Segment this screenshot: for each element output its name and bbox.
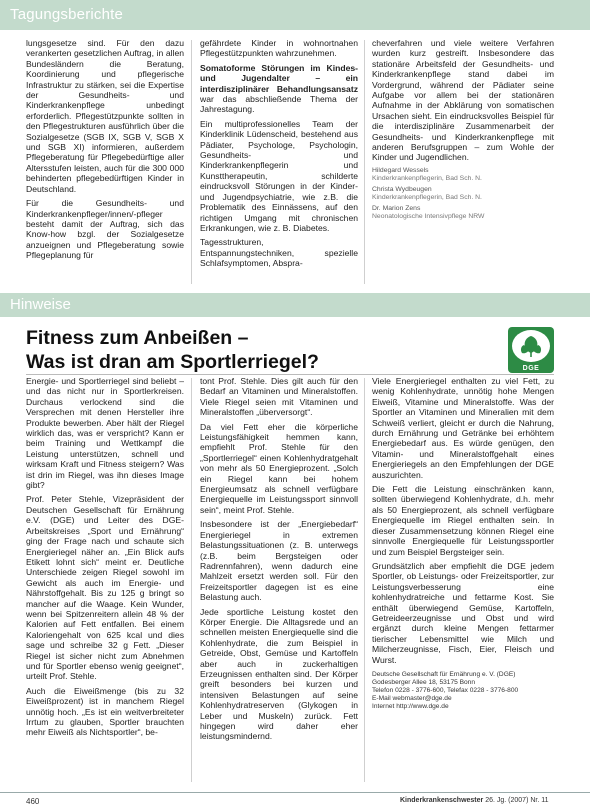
contact-line: Telefon 0228 - 3776-600, Telefax 0228 - 3776-800 [372, 686, 519, 694]
article-top-rule [26, 374, 554, 375]
top-column-1 [26, 38, 184, 284]
paragraph: tont Prof. Stehle. Dies gilt auch für den Bedarf an Vitaminen und Mineralstoffen. Viele Riegel seien mit Vitaminen und Mineralstoffen „überversorgt“. [200, 376, 358, 418]
contact-block [372, 671, 554, 711]
subheading: Somatoforme Störungen im Kindes- und Jugendalter – ein interdisziplinärer Behandlungsansatz [200, 62, 358, 94]
section-header-hinweise [0, 293, 590, 317]
section-header-tagungsberichte [0, 0, 590, 30]
logo-circle [512, 330, 550, 362]
author-block [372, 167, 554, 183]
paragraph: Für die Gesundheits- und Kinderkrankenpfleger/innen/-pfleger besteht damit der Auftrag, sich das Know-how bzgl. der Sozialgesetze anzueignen und Pflegeberatung sowie Pflegeplanung für [26, 198, 184, 261]
section-header-label: Hinweise [10, 296, 71, 313]
author-block [372, 205, 554, 221]
section-header-label: Tagungsberichte [10, 6, 124, 23]
headline-line-1: Fitness zum Anbeißen – [26, 327, 249, 349]
column-divider [364, 378, 365, 782]
article-column-2 [200, 376, 358, 781]
contact-line: E-Mail webmaster@dge.de [372, 694, 452, 702]
leaf-icon [512, 330, 550, 362]
article-headline [26, 326, 446, 374]
paragraph: Energie- und Sportlerriegel sind beliebt – und das nicht nur in Sportlerkreisen. Durchaus verlockend sind die Versprechen mit denen Hersteller ihre Produkte bewerben. Aber hält der Riegel wirklich das, was er verspricht? Kann er beim Training und Wettkampf die Leistung unterstützen, schnell und wirksam Kraft und Fitness steigern? Was ist drin im Riegel, was ihn dieses Image gibt? [26, 376, 184, 491]
author-name: Christa Wydbeugen [372, 185, 432, 193]
column-divider [364, 40, 365, 284]
column-divider [191, 378, 192, 782]
dge-logo [508, 327, 554, 373]
author-name: Dr. Marion Zens [372, 204, 421, 212]
paragraph: Auch die Eiweißmenge (bis zu 32 Eiweißprozent) ist in manchem Riegel unnötig hoch. „Es ist ein weitverbreiteter Irrtum zu glauben, Sportler brauchten mehr Eiweiß als Nichtsportler“, be- [26, 685, 184, 738]
page-number: 460 [26, 797, 40, 806]
paragraph: Prof. Peter Stehle, Vizepräsident der Deutschen Gesellschaft für Ernährung e.V. (DGE) und Leiter des DGE-Arbeitskreises „Sport und Ernährung“ ging der Frage nach und schaute sich Energieriegel näher an. „Ein Blick aufs Etikett lohnt sich“ meint er. Deutliche Unterschiede zeigen Riegel sowohl im Gewicht als auch im Energie- und Nährstoffgehalt. Bis zu 125 g bringt so mancher auf die Waage. Kein Wunder, wenn bei Spitzenreitern allein 48 % der Kalorien auf Fett entfallen. Bei einem Kaloriengehalt von 625 kcal und dies sage und schreibe 32 g Fett. „Dieser Riegel ist sicher nicht zum Abnehmen und für Sportler ebenso wenig geeignet“, urteilt Prof. Stehle. [26, 494, 184, 682]
subheading-rest: war das abschließende Thema der Jahrestagung. [200, 94, 358, 115]
headline-line-2: Was ist dran am Sportlerriegel? [26, 351, 319, 373]
journal-citation [400, 797, 549, 804]
article-column-1 [26, 376, 184, 781]
paragraph: Grundsätzlich aber empfiehlt die DGE jedem Sportler, ob Leistungs- oder Freizeitsportler, zur Leistungsverbesserung eine kohlenhydratreiche und fettarme Kost. Sie enthält überwiegend Gemüse, Kartoffeln, Getreideerzeugnisse und Obst und wird ergänzt durch kleine Mengen fettarmer tierischer Lebensmittel wie Milch und Milcherzeugnisse, Fisch, Eier, Fleisch und Wurst. [372, 560, 554, 665]
paragraph: Insbesondere ist der „Energiebedarf“ Energieriegel in extremen Belastungssituationen (z. B. unterwegs (z.B. beim Bergsteigen oder Radrennfahren), wenn dadurch eine Mahlzeit ersetzt werden soll. Für den Freizeitsportler dagegen ist es eine Belastung auch. [200, 519, 358, 603]
paragraph: Viele Energieriegel enthalten zu viel Fett, zu wenig Kohlenhydrate, unnötig hohe Mengen Eiweiß, Vitamine und Mineralstoffe. Was der Sportler an Vitaminen und Mineralien mit dem Schweiß verliert, gleicht er durch die Nahrung, durch Ernährung und Getränke bei erhöhtem Energiebedarf aus. Es würde genügen, den Vitamin- und Mineralstoffgehalt eines Energieriegels an den Empfehlungen der DGE auszurichten. [372, 376, 554, 480]
paragraph: Die Fett die Leistung einschränken kann, sollten überwiegend Kohlenhydrate, d.h. mehr als 50 Energieprozent, als schnell verfügbare Energiequelle im Riegel enthalten sein. In dieser Zusammensetzung können Riegel eine sinnvolle Energiequelle für Leistungssportler und zum Beispiel Bergsteiger sein. [372, 484, 554, 557]
author-role: Kinderkrankenpflegerin, Bad Sch. N. [372, 193, 482, 201]
paragraph-with-subhead [200, 63, 358, 115]
paragraph: Ein multiprofessionelles Team der Kinderklinik Lüdenscheid, bestehend aus Pädiater, Psychologe, Psychologin, Gesundheits- und Kinderkrankenpflegerin und Kunsttherapeutin, schilderte eindrucksvoll Störungen in der Kinder- und Jugendpsychiatrie, wie z.B. die Problematik des Einnässens, auf den richtigen Umgang mit chronischen Erkrankungen, wie z. B. Diabetes. [200, 118, 358, 233]
logo-label: DGE [522, 365, 540, 372]
contact-line: Deutsche Gesellschaft für Ernährung e. V. (DGE) [372, 670, 516, 678]
contact-line: Godesberger Allee 18, 53175 Bonn [372, 678, 476, 686]
author-name: Hildegard Wessels [372, 166, 429, 174]
paragraph: lungsgesetze sind. Für den dazu verankerten gesetzlichen Auftrag, in allen Bundesländern die Beratung, Koordinierung und pflegerische Infrastruktur zu stärken, sei die Expertise der Gesundheits- und Kinderkrankenpflege unbedingt erforderlich. Pflegestützpunkte sollten in den Pflegestrukturen ausführlich über die Sozialgesetze (SGB IX, SGB V, SGB X und SGB XI) informieren, außerdem Pflegeberatung für Pflegebedürftige aller Altersstufen leisten, auch für die 300 000 behinderten pflegebedürftigen Kinder in Deutschland. [26, 38, 184, 194]
paragraph: cheverfahren und viele weitere Verfahren wurden kurz gestreift. Insbesondere das stationäre Arbeitsfeld der Gesundheits- und Kinderkrankenpflege stand dabei im Vordergrund, während der Pädiater seine Aufgabe vor allem bei der stationären Aufnahme in der Abklärung von somatischen Ursachen sieht. Ein eindrucksvolles Beispiel für die interdisziplinäre Zusammenarbeit der Gesundheits- und Kinderkrankenpflege mit anderen Berufsgruppen – zum Wohle der Kinder und Jugendlichen. [372, 38, 554, 163]
paragraph: Jede sportliche Leistung kostet den Körper Energie. Die Alltagsrede und an schnellen meisten Energiequelle sind die Kohlenhydrate, die zum Beispiel in Getreide, Obst, Gemüse und Kartoffeln aber auch in zuckerhaltigen Erzeugnissen enthalten sind. Der Körper greift besonders bei kurzen und intensiven Belastungen auf seine Kohlenhydratreserven (Glykogen in Leber und Muskeln) zurück. Fett hingegen wird daher eher leistungsmindernd. [200, 606, 358, 742]
journal-issue: 26. Jg. (2007) Nr. 11 [483, 797, 549, 804]
journal-name: Kinderkrankenschwester [400, 797, 484, 804]
author-block [372, 186, 554, 202]
column-divider [191, 40, 192, 284]
footer-rule [0, 792, 590, 793]
article-column-3 [372, 376, 554, 781]
top-column-3 [372, 38, 554, 284]
author-role: Kinderkrankenpflegerin, Bad Sch. N. [372, 174, 482, 182]
paragraph: gefährdete Kinder in wohnortnahen Pflegestützpunkten wahrzunehmen. [200, 38, 358, 59]
author-role: Neonatologische Intensivpflege NRW [372, 212, 485, 220]
paragraph: Da viel Fett eher die körperliche Leistungsfähigkeit hemmen kann, empfiehlt Prof. Stehle für den „Sportlerriegel“ einen Kohlenhydratgehalt von mehr als 50 Energieprozent. „Solch ein Riegel kann bei hohem Energieumsatz als schnell verfügbare Energiequelle im Leistungssport sinnvoll sein“, meint Prof. Stehle. [200, 421, 358, 515]
top-column-2 [200, 38, 358, 284]
contact-line: Internet http://www.dge.de [372, 702, 449, 710]
paragraph: Tagesstrukturen, Entspannungstechniken, spezielle Schlafsymptomen, Abspra- [200, 237, 358, 269]
